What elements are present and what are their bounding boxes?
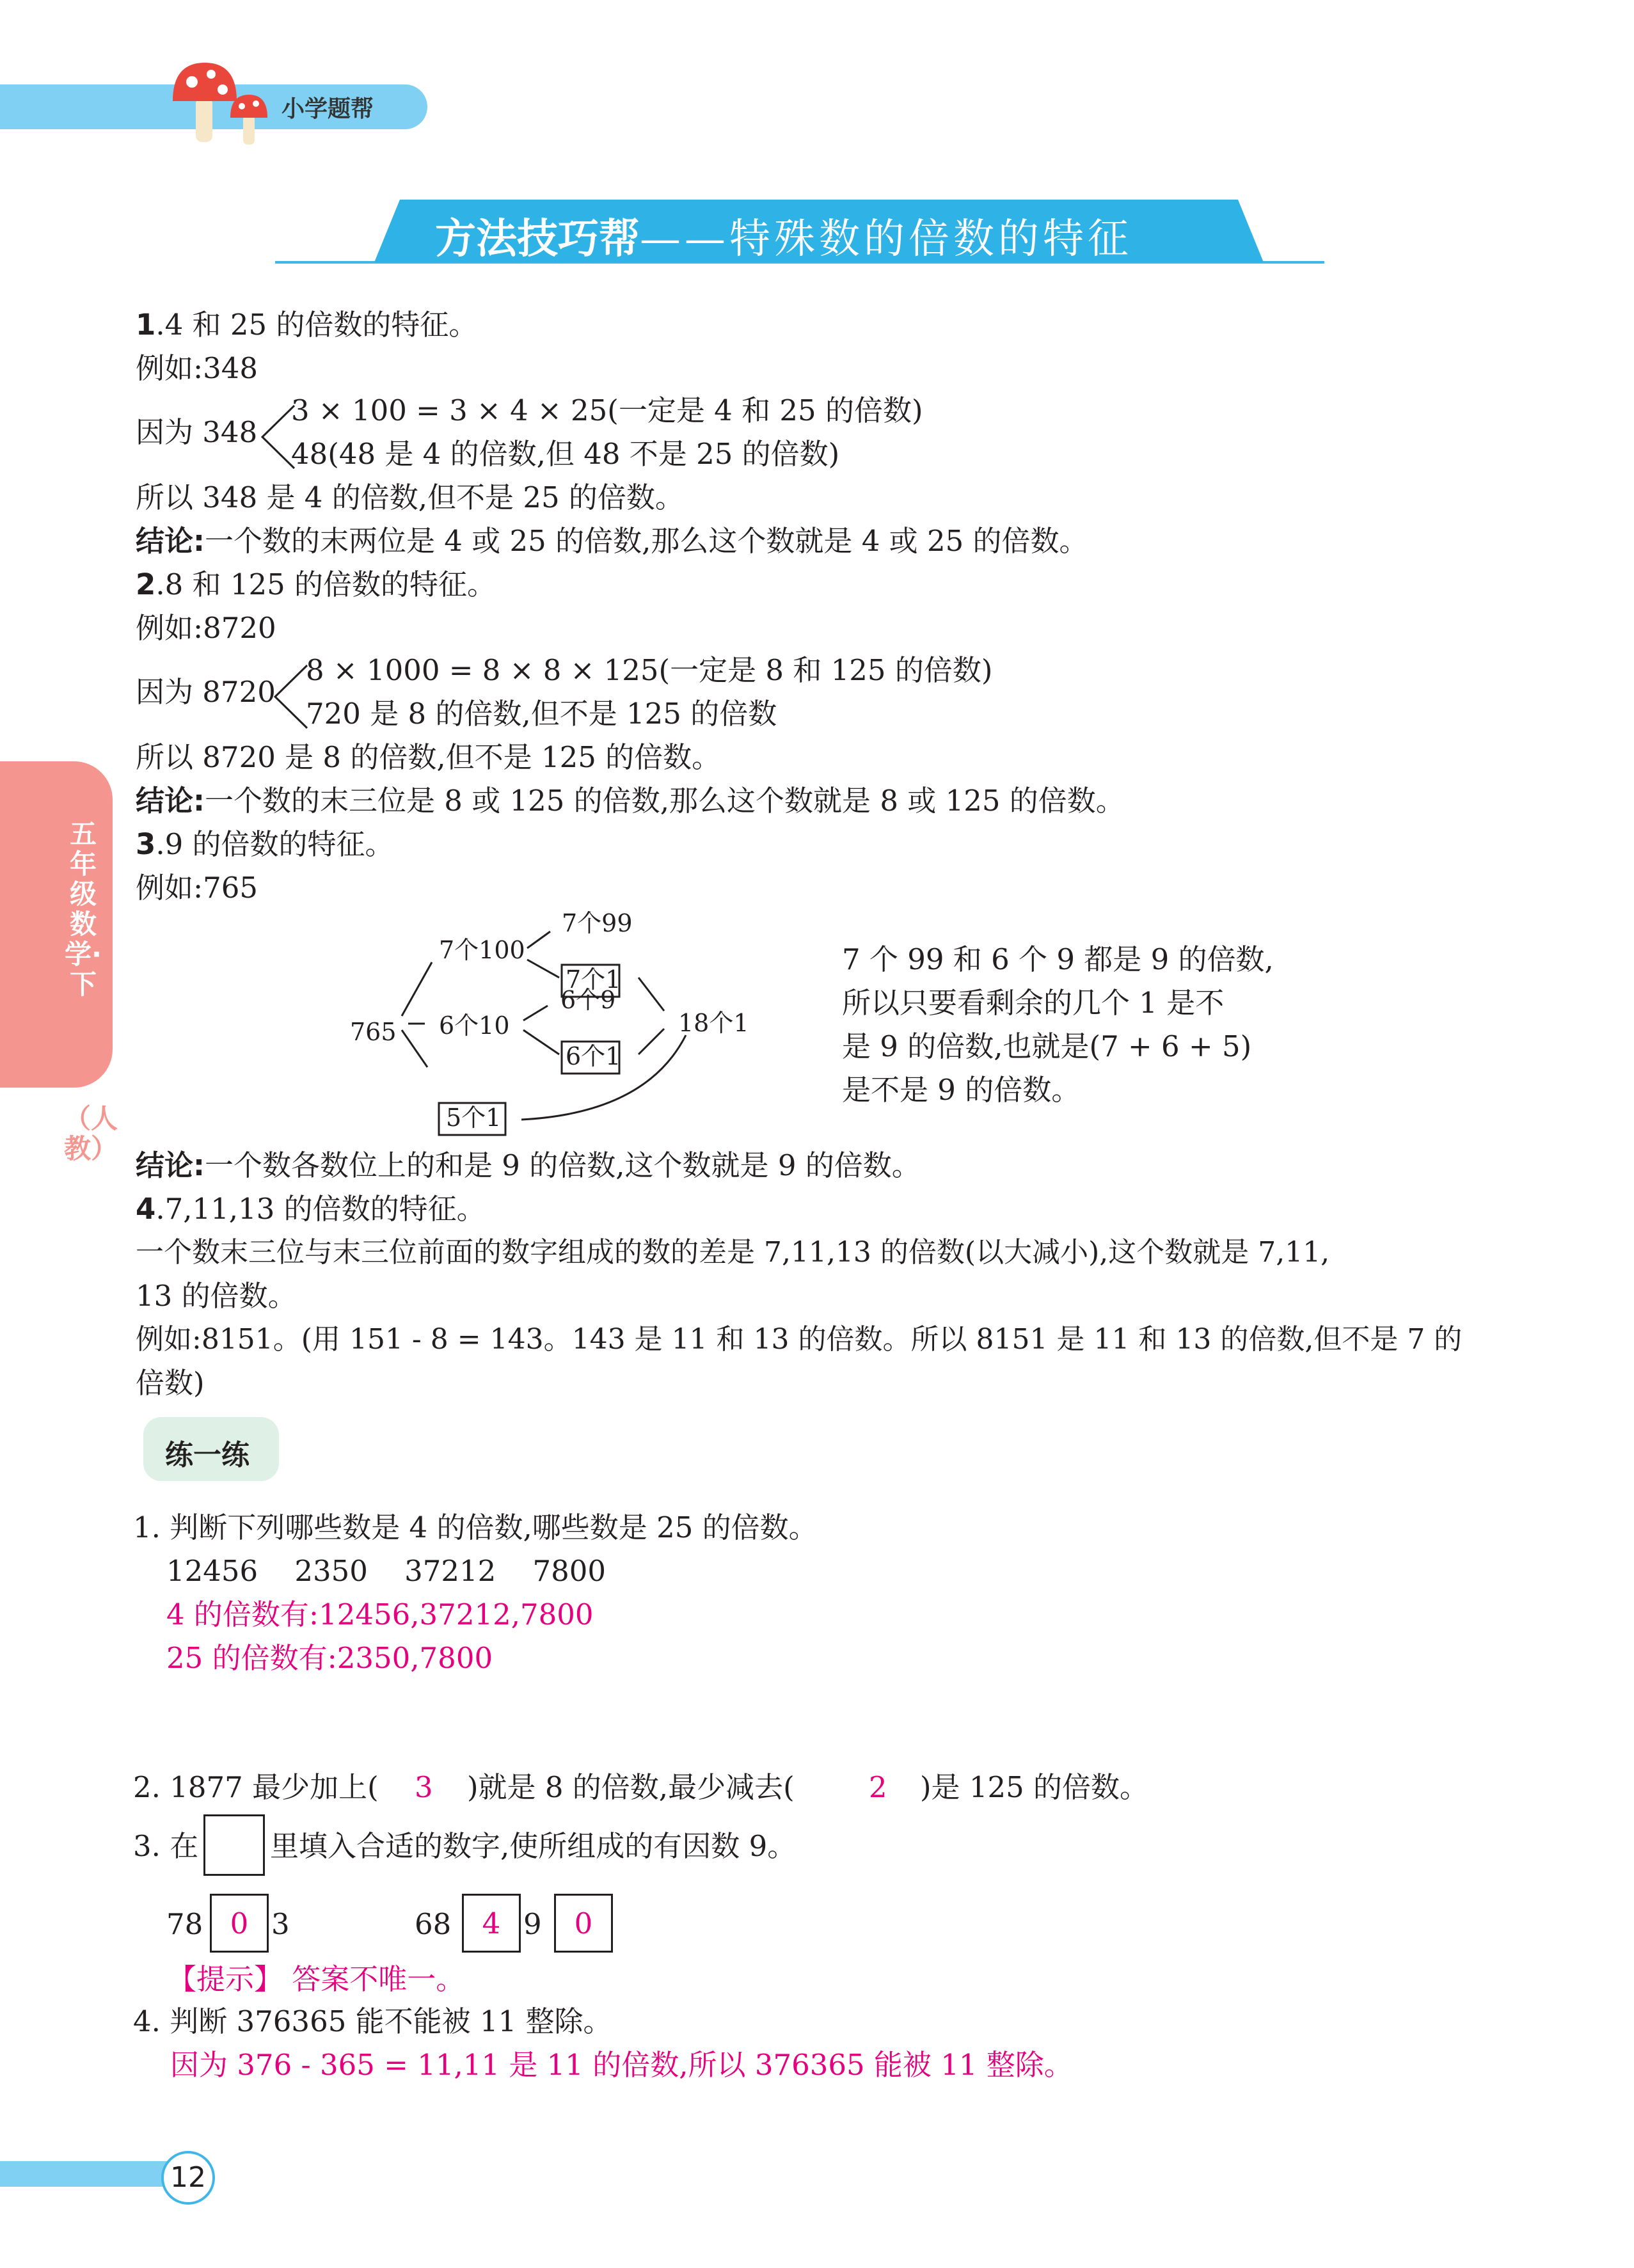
section1-so: 所以 348 是 4 的倍数,但不是 25 的倍数。: [136, 480, 684, 514]
explain-line-1: 7 个 99 和 6 个 9 都是 9 的倍数,: [842, 942, 1274, 976]
section4-example-1: 例如:8151。(用 151 - 8 = 143。143 是 11 和 13 的倍数。所以 8151 是 11 和 13 的倍数,但不是 7 的: [136, 1323, 1463, 1356]
page-title: [435, 206, 1132, 265]
grade-label: 五年级数学·下: [65, 818, 102, 1001]
answer-box-value: 0: [574, 1907, 593, 1940]
question-3-part-2: 里填入合适的数字,使所组成的有因数 9。: [270, 1829, 797, 1863]
heading-number: 1: [136, 308, 156, 342]
section2-branch1: 8 × 1000 = 8 × 8 × 125(一定是 8 和 125 的倍数): [306, 653, 993, 687]
number-2-prefix: 68: [415, 1907, 452, 1941]
section1-conclusion: [136, 523, 1088, 559]
section3-conclusion: [136, 1148, 921, 1184]
node-ones-b: 6个1: [566, 1042, 621, 1070]
number-1-prefix: 78: [166, 1907, 203, 1941]
question-4: 4. 判断 376365 能不能被 11 整除。: [133, 2004, 612, 2038]
section3-heading: [136, 827, 394, 862]
question-2-part-3: )是 125 的倍数。: [920, 1770, 1149, 1804]
page-number: 12: [161, 2151, 215, 2205]
section1-branch2: 48(48 是 4 的倍数,但 48 不是 25 的倍数): [291, 437, 840, 471]
section1-branch1: 3 × 100 = 3 × 4 × 25(一定是 4 和 25 的倍数): [291, 393, 923, 427]
conclusion-text: 一个数各数位上的和是 9 的倍数,这个数就是 9 的倍数。: [205, 1148, 921, 1182]
heading-text: .7,11,13 的倍数的特征。: [155, 1192, 486, 1226]
conclusion-label: 结论:: [136, 1148, 205, 1182]
question-2-part-2: )就是 8 的倍数,最少减去(: [467, 1770, 795, 1804]
node-hundreds: 7个100: [439, 936, 525, 964]
conclusion-text: 一个数的末两位是 4 或 25 的倍数,那么这个数就是 4 或 25 的倍数。: [205, 524, 1088, 558]
question-3-part-1: 3. 在: [133, 1829, 199, 1863]
number-1-suffix: 3: [271, 1907, 290, 1941]
section2-heading: [136, 567, 496, 603]
node-ninety-nines: 7个99: [562, 909, 633, 937]
question-2-answer-1: 3: [415, 1770, 433, 1804]
banner-subtitle: ——特殊数的倍数的特征: [640, 216, 1132, 263]
conclusion-text: 一个数的末三位是 8 或 125 的倍数,那么这个数就是 8 或 125 的倍数。: [205, 784, 1125, 818]
question-2-part-1: 2. 1877 最少加上(: [133, 1770, 379, 1804]
banner-title: 方法技巧帮: [435, 216, 640, 263]
answer-1-line-2: 25 的倍数有:2350,7800: [166, 1641, 493, 1675]
section1-because: 因为 348: [136, 415, 258, 449]
heading-text: .4 和 25 的倍数的特征。: [155, 308, 478, 342]
answer-box-value: 0: [230, 1907, 249, 1940]
brand-label: 小学题帮: [282, 96, 374, 122]
heading-number: 4: [136, 1192, 156, 1226]
node-root: 765: [350, 1018, 397, 1046]
number-2-middle: 9: [523, 1907, 542, 1941]
section4-example-2: 倍数): [136, 1366, 205, 1400]
question-1: 1. 判断下列哪些数是 4 的倍数,哪些数是 25 的倍数。: [133, 1511, 818, 1544]
practice-label: 练一练: [165, 1439, 250, 1471]
section2-conclusion: [136, 783, 1125, 819]
section2-so: 所以 8720 是 8 的倍数,但不是 125 的倍数。: [136, 740, 721, 774]
node-nines: 6个9: [560, 986, 616, 1014]
section1-example: 例如:348: [136, 351, 258, 385]
heading-number: 2: [136, 567, 156, 601]
branch-brace-icon: [271, 662, 310, 732]
section2-because: 因为 8720: [136, 675, 276, 709]
question-2-answer-2: 2: [869, 1770, 887, 1804]
section3-example: 例如:765: [136, 871, 258, 905]
question-1-numbers: 12456 2350 37212 7800: [166, 1554, 606, 1588]
heading-text: .9 的倍数的特征。: [155, 827, 394, 861]
explain-line-4: 是不是 9 的倍数。: [842, 1073, 1081, 1107]
blank-box-icon: [203, 1814, 265, 1876]
node-sum: 18个1: [678, 1009, 749, 1037]
answer-1-line-1: 4 的倍数有:12456,37212,7800: [166, 1598, 594, 1631]
section4-rule-2: 13 的倍数。: [136, 1279, 297, 1313]
section4-heading: [136, 1191, 486, 1227]
heading-number: 3: [136, 827, 156, 861]
answer-4: 因为 376 - 365 = 11,11 是 11 的倍数,所以 376365 能被 11 整除。: [170, 2048, 1073, 2082]
footer-bar: [0, 2161, 169, 2187]
node-ones-a: 7个1: [566, 965, 621, 994]
conclusion-label: 结论:: [136, 784, 205, 818]
hint-text: 【提示】 答案不唯一。: [168, 1962, 465, 1996]
section2-branch2: 720 是 8 的倍数,但不是 125 的倍数: [306, 697, 777, 731]
explain-line-3: 是 9 的倍数,也就是(7 + 6 + 5): [842, 1029, 1252, 1063]
mushroom-logo-icon: [166, 59, 282, 148]
answer-box-value: 4: [482, 1907, 501, 1940]
section1-heading: [136, 307, 477, 343]
section2-example: 例如:8720: [136, 611, 276, 645]
node-tens: 6个10: [439, 1011, 510, 1040]
edition-label: （人教）: [64, 1103, 118, 1165]
conclusion-label: 结论:: [136, 524, 205, 558]
node-ones-c: 5个1: [446, 1104, 502, 1132]
explain-line-2: 所以只要看剩余的几个 1 是不: [842, 986, 1225, 1020]
heading-text: .8 和 125 的倍数的特征。: [155, 567, 496, 601]
section4-rule-1: 一个数末三位与末三位前面的数字组成的数的差是 7,11,13 的倍数(以大减小),这个数就是 7,11,: [136, 1236, 1330, 1269]
